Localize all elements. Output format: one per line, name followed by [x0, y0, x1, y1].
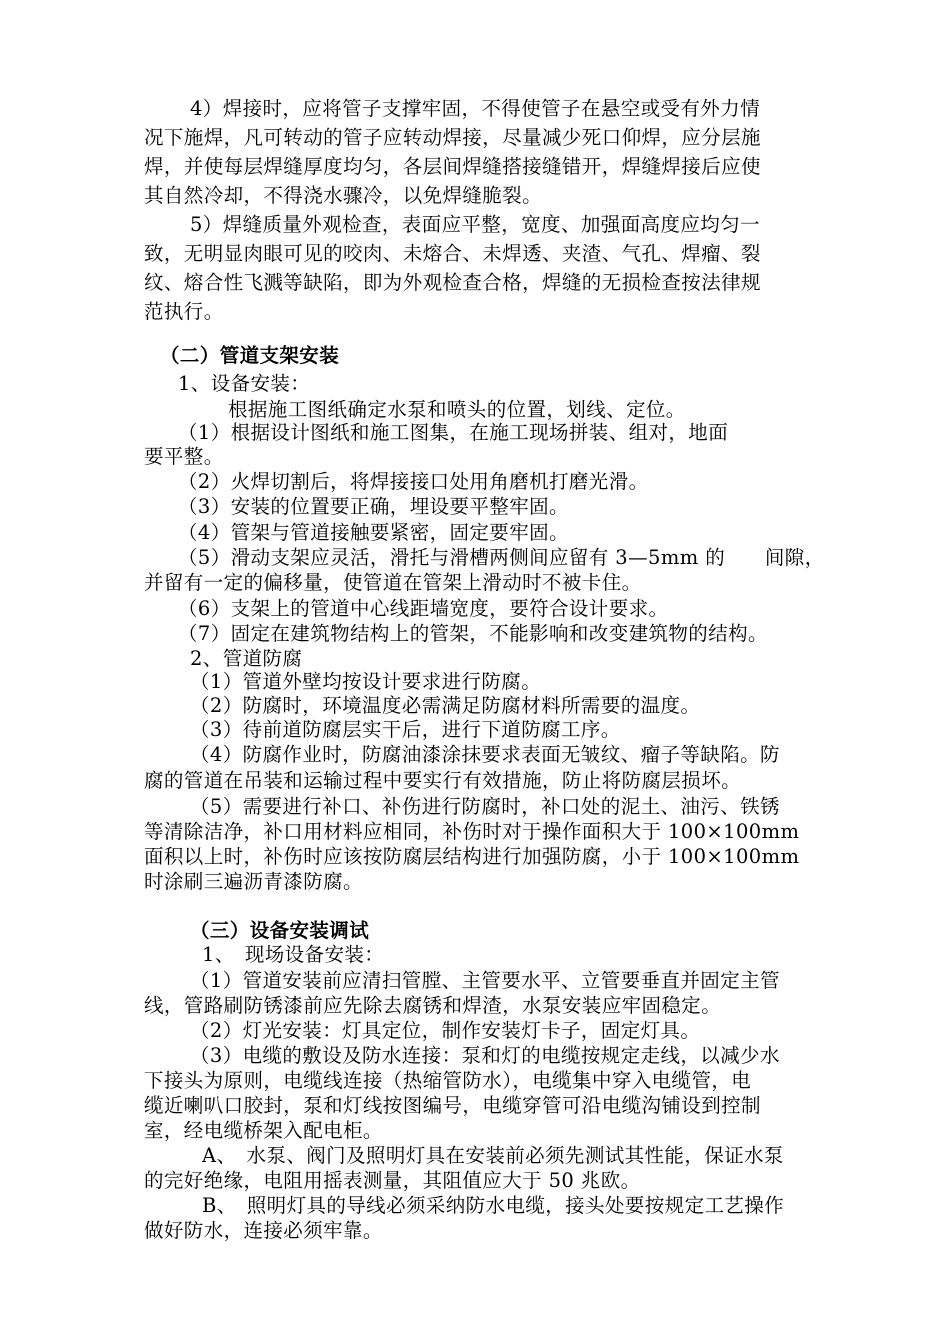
paragraph-line: 其自然冷却，不得浇水骤冷，以免焊缝脆裂。	[144, 184, 543, 207]
subsection-heading: 2、管道防腐	[190, 647, 303, 670]
paragraph-line: 并留有一定的偏移量，使管道在管架上滑动时不被卡住。	[144, 571, 642, 594]
paragraph-line: A、 水泵、阀门及照明灯具在安装前必须先测试其性能，保证水泵	[202, 1144, 784, 1167]
paragraph-line: 的完好绝缘，电阻用摇表测量，其阻值应大于 50 兆欧。	[144, 1169, 641, 1192]
paragraph-line: （7）固定在建筑物结构上的管架，不能影响和改变建筑物的结构。	[178, 622, 768, 645]
paragraph-line: 根据施工图纸确定水泵和喷头的位置，划线、定位。	[228, 398, 686, 421]
paragraph-line: （5）滑动支架应灵活，滑托与滑槽两侧间应留有 3—5mm 的 间隙，	[178, 546, 825, 569]
paragraph-line: （2）灯光安装：灯具定位，制作安装灯卡子，固定灯具。	[190, 1019, 701, 1042]
paragraph-line: 下接头为原则，电缆线连接（热缩管防水），电缆集中穿入电缆管，电	[144, 1069, 752, 1092]
paragraph-line: 况下施焊，凡可转动的管子应转动焊接，尽量减少死口仰焊，应分层施	[144, 126, 761, 149]
subsection-heading: 1、设备安装：	[178, 372, 311, 395]
paragraph-line: B、 照明灯具的导线必须采纳防水电缆，接头处要按规定工艺操作	[202, 1194, 785, 1217]
paragraph-line: （2）火焊切割后，将焊接接口处用角磨机打磨光滑。	[178, 470, 649, 493]
paragraph-line: 做好防水，连接必须牢靠。	[144, 1219, 383, 1242]
paragraph-line: 缆近喇叭口胶封，泵和灯线按图编号，电缆穿管可沿电缆沟铺设到控制	[144, 1094, 761, 1117]
section-heading: （二）管道支架安装	[160, 344, 340, 367]
paragraph-line: 焊，并使每层焊缝厚度均匀，各层间焊缝搭接缝错开，焊缝焊接后应使	[144, 155, 761, 178]
paragraph-line: （3）电缆的敷设及防水连接：泵和灯的电缆按规定走线，以减少水	[190, 1044, 780, 1067]
paragraph-line: （3）安装的位置要正确，埋设要平整牢固。	[178, 495, 569, 518]
paragraph-line: 范执行。	[144, 300, 224, 323]
paragraph-line: （6）支架上的管道中心线距墙宽度，要符合设计要求。	[178, 597, 669, 620]
paragraph-line: （5）需要进行补口、补伤进行防腐时，补口处的泥土、油污、铁锈	[190, 795, 780, 818]
paragraph-line: 面积以上时，补伤时应该按防腐层结构进行加强防腐，小于 100×100mm	[144, 845, 800, 868]
paragraph-line: 时涂刷三遍沥青漆防腐。	[144, 870, 363, 893]
paragraph-line: （2）防腐时，环境温度必需满足防腐材料所需要的温度。	[190, 694, 701, 717]
paragraph-line: 线，管路刷防锈漆前应先除去腐锈和焊渣，水泵安装应牢固稳定。	[144, 994, 722, 1017]
paragraph-line: 腐的管道在吊装和运输过程中要实行有效措施，防止将防腐层损坏。	[144, 769, 742, 792]
paragraph-line: 纹、熔合性飞溅等缺陷，即为外观检查合格，焊缝的无损检查按法律规	[144, 271, 761, 294]
paragraph-line: （4）防腐作业时，防腐油漆涂抹要求表面无皱纹、瘤子等缺陷。防	[190, 743, 780, 766]
paragraph-line: 等清除洁净，补口用材料应相同，补伤时对于操作面积大于 100×100mm	[144, 820, 800, 843]
paragraph-line: （4）管架与管道接触要紧密，固定要牢固。	[178, 521, 569, 544]
paragraph-line: （1）根据设计图纸和施工图集，在施工现场拼装、组对，地面	[178, 421, 729, 444]
paragraph-line: （1）管道安装前应清扫管膛、主管要水平、立管要垂直并固定主管	[190, 969, 780, 992]
paragraph-line: （3）待前道防腐层实干后，进行下道防腐工序。	[190, 718, 621, 741]
paragraph-line: 5）焊缝质量外观检查，表面应平整，宽度、加强面高度应均匀一	[190, 213, 761, 236]
paragraph-line: 4）焊接时，应将管子支撑牢固，不得使管子在悬空或受有外力情	[190, 97, 761, 120]
section-heading: （三）设备安装调试	[190, 919, 370, 942]
paragraph-line: 致，无明显肉眼可见的咬肉、未熔合、未焊透、夹渣、气孔、焊瘤、裂	[144, 242, 761, 265]
paragraph-line: 室，经电缆桥架入配电柜。	[144, 1119, 383, 1142]
subsection-heading: 1、 现场设备安装：	[202, 943, 385, 966]
paragraph-line: 要平整。	[144, 445, 224, 468]
paragraph-line: （1）管道外壁均按设计要求进行防腐。	[190, 670, 542, 693]
